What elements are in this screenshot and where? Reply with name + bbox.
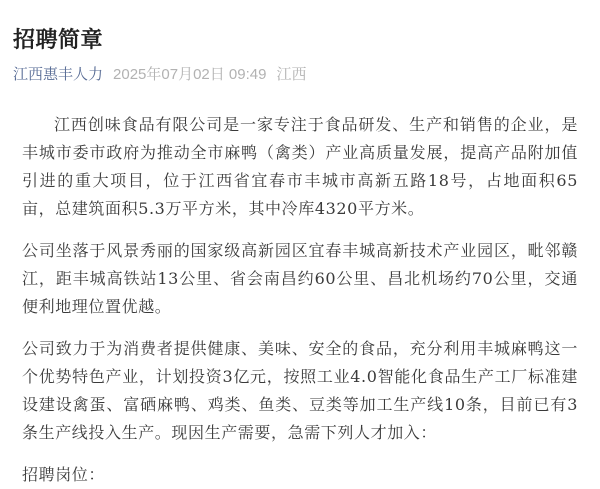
article-title: 招聘简章	[13, 27, 104, 52]
article-paragraph-production: 公司致力于为消费者提供健康、美味、安全的食品，充分利用丰城麻鸭这一个优势特色产业，计划投资3亿元，按照工业4.0智能化食品生产工厂标准建设建设禽蛋、富硒麻鸭、鸡类、鱼类、豆类等加工生产线10条，目前已有3条生产线投入生产。现因生产需要，急需下列人才加入：	[22, 339, 578, 442]
article-body	[0, 111, 600, 489]
byline	[13, 65, 584, 85]
article-header	[0, 0, 600, 85]
article-paragraph-location: 公司坐落于风景秀丽的国家级高新园区宜春丰城高新技术产业园区，毗邻赣江，距丰城高铁站13公里、省会南昌约60公里、昌北机场约70公里，交通便利地理位置优越。	[22, 241, 578, 316]
publish-date: 2025年07月02日 09:49	[113, 66, 267, 83]
article-paragraph-intro: 江西创味食品有限公司是一家专注于食品研发、生产和销售的企业，是丰城市委市政府为推动全市麻鸭（禽类）产业高质量发展，提高产品附加值引进的重大项目，位于江西省宜春市丰城市高新五路18号，占地面积65亩，总建筑面积5.3万平方米，其中冷库4320平方米。	[22, 115, 578, 218]
publish-location: 江西	[276, 66, 307, 83]
article-paragraph-positions-heading: 招聘岗位：	[22, 465, 106, 484]
account-name-link[interactable]: 江西惠丰人力	[13, 66, 104, 83]
